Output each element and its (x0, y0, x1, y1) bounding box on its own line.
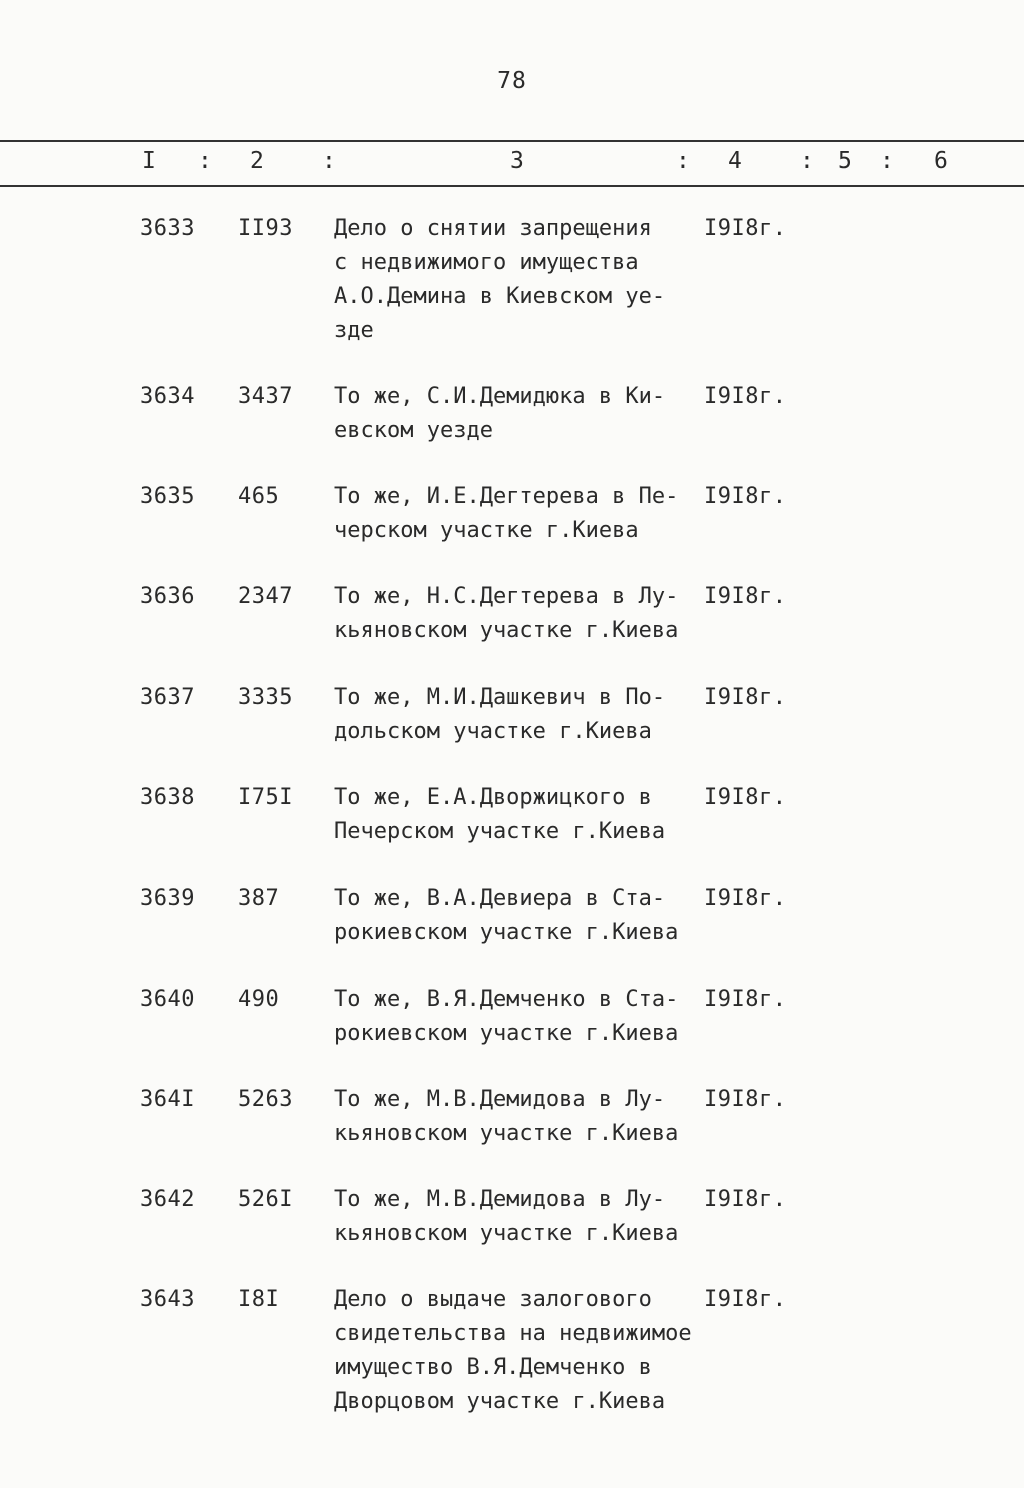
entry-description-line: кьяновском участке г.Киева (334, 1121, 679, 1146)
entry-description-line: рокиевском участке г.Киева (334, 1021, 679, 1046)
entry-number: 3636 (140, 584, 195, 609)
entry-description-line: Дело о снятии запрещения (334, 216, 652, 241)
entry-description-line: То же, В.А.Девиера в Ста- (334, 886, 666, 911)
entry-year: I9I8г. (704, 1087, 787, 1112)
entry-description (334, 1283, 714, 1419)
column-header-6: 6 (934, 148, 948, 174)
entry-code: 526I (238, 1187, 293, 1212)
column-header-4: 4 (728, 148, 742, 174)
column-separator: : (880, 148, 894, 174)
column-separator: : (676, 148, 690, 174)
entry-description-line: То же, М.И.Дашкевич в По- (334, 685, 666, 710)
entry-description (334, 580, 714, 648)
entry-year: I9I8г. (704, 1187, 787, 1212)
entry-description-line: кьяновском участке г.Киева (334, 618, 679, 643)
entry-description-line: кьяновском участке г.Киева (334, 1221, 679, 1246)
column-separator: : (198, 148, 212, 174)
entry-code: II93 (238, 216, 293, 241)
entry-code: 2347 (238, 584, 293, 609)
header-top-rule (0, 140, 1024, 142)
entry-year: I9I8г. (704, 216, 787, 241)
entry-description-line: свидетельства на недвижимое (334, 1321, 692, 1346)
entry-description-line: Дворцовом участке г.Киева (334, 1389, 666, 1414)
entry-year: I9I8г. (704, 1287, 787, 1312)
entry-description-line: евском уезде (334, 418, 493, 443)
entry-year: I9I8г. (704, 685, 787, 710)
entry-description-line: То же, Е.А.Дворжицкого в (334, 785, 652, 810)
entry-description-line: А.О.Демина в Киевском уе- (334, 284, 666, 309)
entry-description-line: То же, М.В.Демидова в Лу- (334, 1187, 666, 1212)
entry-description-line: То же, В.Я.Демченко в Ста- (334, 987, 679, 1012)
entry-number: 3639 (140, 886, 195, 911)
entry-code: 5263 (238, 1087, 293, 1112)
entry-year: I9I8г. (704, 584, 787, 609)
entry-number: 364I (140, 1087, 195, 1112)
entry-description-line: с недвижимого имущества (334, 250, 639, 275)
entry-code: 3335 (238, 685, 293, 710)
entry-number: 3638 (140, 785, 195, 810)
page-number: 78 (497, 68, 527, 94)
column-separator: : (322, 148, 336, 174)
entry-description-line: То же, И.Е.Дегтерева в Пе- (334, 484, 679, 509)
entry-description-line: То же, Н.С.Дегтерева в Лу- (334, 584, 679, 609)
entry-code: 465 (238, 484, 280, 509)
entry-description-line: дольском участке г.Киева (334, 719, 652, 744)
entry-number: 3633 (140, 216, 195, 241)
entry-description-line: Печерском участке г.Киева (334, 819, 666, 844)
entry-year: I9I8г. (704, 987, 787, 1012)
column-separator: : (800, 148, 814, 174)
entry-number: 3634 (140, 384, 195, 409)
entry-description-line: рокиевском участке г.Киева (334, 920, 679, 945)
entry-description (334, 983, 714, 1051)
entry-number: 3640 (140, 987, 195, 1012)
column-header-3: 3 (510, 148, 524, 174)
entry-description (334, 1083, 714, 1151)
entry-year: I9I8г. (704, 384, 787, 409)
entry-description (334, 1183, 714, 1251)
entry-description-line: Дело о выдаче залогового (334, 1287, 652, 1312)
header-bottom-rule (0, 185, 1024, 187)
entry-description (334, 380, 714, 448)
entry-description-line: То же, С.И.Демидюка в Ки- (334, 384, 666, 409)
column-header-2: 2 (250, 148, 264, 174)
entry-description (334, 781, 714, 849)
column-header-1: I (142, 148, 156, 174)
entry-code: 3437 (238, 384, 293, 409)
entry-code: I8I (238, 1287, 280, 1312)
entry-description-line: черском участке г.Киева (334, 518, 639, 543)
entry-number: 3635 (140, 484, 195, 509)
entry-number: 3643 (140, 1287, 195, 1312)
entry-year: I9I8г. (704, 484, 787, 509)
entry-code: 490 (238, 987, 280, 1012)
entry-description (334, 212, 714, 348)
entry-description (334, 882, 714, 950)
entry-number: 3637 (140, 685, 195, 710)
entry-description (334, 681, 714, 749)
entry-description-line: имущество В.Я.Демченко в (334, 1355, 652, 1380)
entry-code: 387 (238, 886, 280, 911)
entry-year: I9I8г. (704, 785, 787, 810)
entry-year: I9I8г. (704, 886, 787, 911)
entry-description (334, 480, 714, 548)
entry-description-line: зде (334, 318, 374, 343)
entry-code: I75I (238, 785, 293, 810)
column-header-5: 5 (838, 148, 852, 174)
entry-description-line: То же, М.В.Демидова в Лу- (334, 1087, 666, 1112)
entry-number: 3642 (140, 1187, 195, 1212)
